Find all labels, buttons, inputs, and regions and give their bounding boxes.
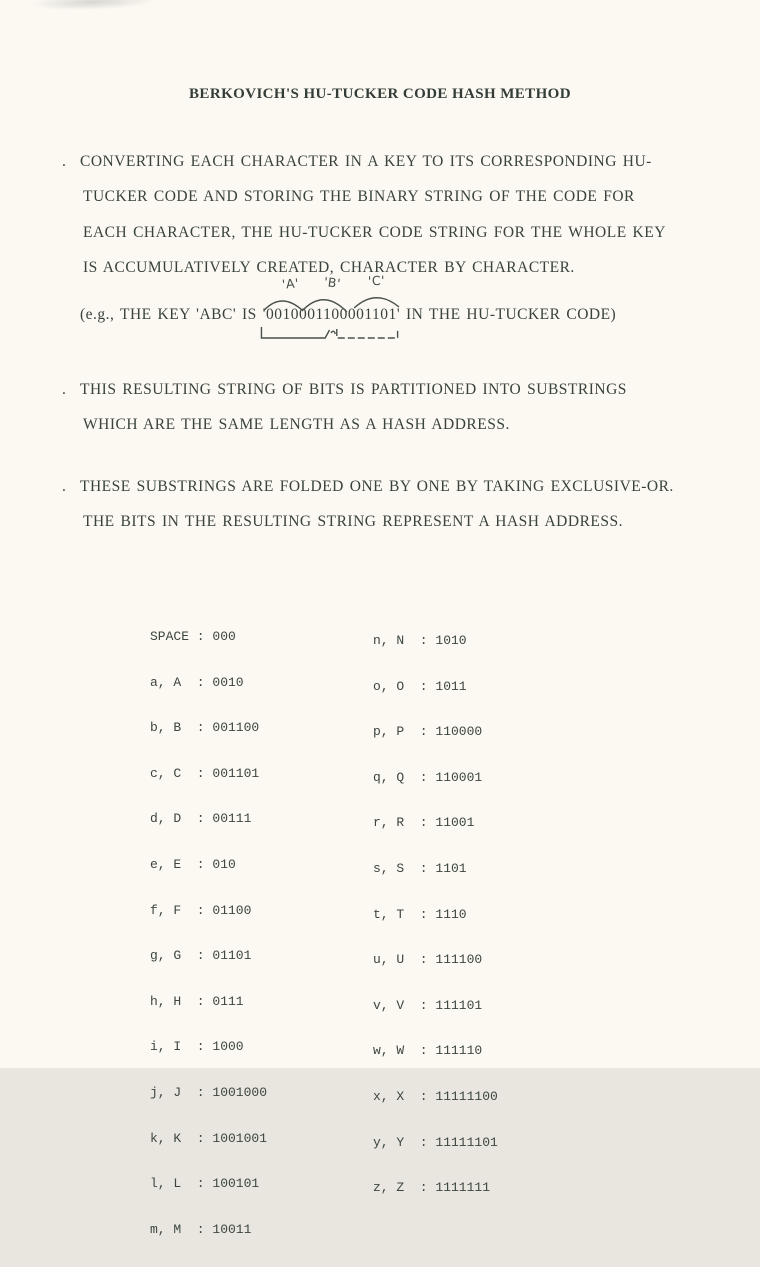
table-row bbox=[150, 675, 267, 691]
code-value: 110001 bbox=[435, 769, 483, 785]
colon-separator: : bbox=[196, 629, 213, 644]
colon-separator: : bbox=[196, 1176, 213, 1192]
colon-separator: : bbox=[419, 678, 436, 694]
bullet-marker: . bbox=[62, 381, 67, 398]
paragraph-line: IS ACCUMULATIVELY CREATED, CHARACTER BY CHARACTER. bbox=[83, 259, 575, 277]
colon-separator: : bbox=[419, 997, 436, 1013]
colon-separator: : bbox=[419, 1134, 436, 1150]
table-row bbox=[150, 994, 267, 1010]
paragraph-line: THE BITS IN THE RESULTING STRING REPRESENT A HASH ADDRESS. bbox=[83, 513, 623, 531]
colon-separator: : bbox=[419, 952, 436, 968]
colon-separator: : bbox=[419, 1043, 436, 1059]
table-row bbox=[373, 861, 498, 877]
paragraph-line bbox=[62, 469, 732, 504]
code-value: 000 bbox=[212, 629, 236, 644]
scan-smudge bbox=[28, 0, 158, 12]
code-value: 10011 bbox=[212, 1221, 252, 1237]
char-label: q, Q bbox=[373, 769, 405, 785]
colon-separator: : bbox=[419, 860, 436, 876]
paragraph-text: CONVERTING EACH CHARACTER IN A KEY TO ITS CORRESPONDING HU- bbox=[80, 153, 652, 170]
char-label: h, H bbox=[150, 993, 182, 1009]
code-value: 110000 bbox=[435, 724, 483, 740]
code-value: 11111101 bbox=[435, 1134, 498, 1150]
handwritten-label-c: 'C' bbox=[367, 272, 386, 289]
page-title: BERKOVICH'S HU-TUCKER CODE HASH METHOD bbox=[189, 86, 571, 102]
table-row bbox=[150, 903, 267, 919]
code-value: 100101 bbox=[212, 1176, 260, 1192]
code-value: 111101 bbox=[435, 997, 483, 1013]
underbrace-substring-2 bbox=[337, 329, 398, 338]
colon-separator: : bbox=[196, 902, 213, 918]
table-row bbox=[150, 811, 267, 827]
char-label: m, M bbox=[150, 1221, 182, 1237]
paragraph-line: TUCKER CODE AND STORING THE BINARY STRING OF THE CODE FOR bbox=[83, 188, 635, 206]
bullet-paragraph-2 bbox=[62, 372, 732, 443]
table-row bbox=[150, 766, 267, 782]
handwritten-label-b: 'B' bbox=[322, 274, 342, 291]
code-value: 0111 bbox=[212, 993, 244, 1009]
char-label: s, S bbox=[373, 860, 405, 876]
char-label: j, J bbox=[150, 1084, 182, 1100]
code-value: 001101 bbox=[212, 765, 260, 781]
colon-separator: : bbox=[196, 720, 213, 736]
char-label: y, Y bbox=[373, 1134, 405, 1150]
code-value: 1111111 bbox=[435, 1180, 491, 1196]
colon-separator: : bbox=[419, 906, 436, 922]
colon-separator: : bbox=[419, 724, 436, 740]
paragraph-line bbox=[62, 372, 732, 407]
char-label: z, Z bbox=[373, 1180, 405, 1196]
colon-separator: : bbox=[196, 811, 213, 827]
table-row bbox=[150, 948, 267, 964]
char-label: SPACE bbox=[150, 629, 190, 644]
table-row bbox=[373, 998, 498, 1014]
char-label: l, L bbox=[150, 1176, 182, 1192]
binary-string: 0010001100001101 bbox=[265, 306, 397, 323]
paragraph-line: WHICH ARE THE SAME LENGTH AS A HASH ADDRESS. bbox=[83, 416, 510, 434]
colon-separator: : bbox=[419, 1180, 436, 1196]
code-table-left-column bbox=[150, 599, 267, 1267]
char-label: c, C bbox=[150, 765, 182, 781]
example-suffix: ' IN THE HU-TUCKER CODE) bbox=[396, 306, 617, 323]
paragraph-line bbox=[62, 144, 732, 179]
colon-separator: : bbox=[196, 948, 213, 964]
char-label: t, T bbox=[373, 906, 405, 922]
paragraph-text: THESE SUBSTRINGS ARE FOLDED ONE BY ONE BY TAKING EXCLUSIVE-OR. bbox=[80, 478, 674, 495]
char-label: n, N bbox=[373, 633, 405, 648]
code-value: 1000 bbox=[212, 1039, 244, 1055]
colon-separator: : bbox=[196, 856, 213, 872]
table-row bbox=[373, 770, 498, 786]
handwritten-label-a: 'A' bbox=[281, 275, 300, 292]
table-row bbox=[373, 815, 498, 831]
table-row bbox=[150, 720, 267, 736]
paragraph-line: EACH CHARACTER, THE HU-TUCKER CODE STRING FOR THE WHOLE KEY bbox=[83, 223, 666, 241]
char-label: o, O bbox=[373, 678, 405, 694]
code-value: 00111 bbox=[212, 811, 252, 827]
code-value: 11111100 bbox=[435, 1088, 498, 1104]
table-row bbox=[373, 907, 498, 923]
code-value: 010 bbox=[212, 856, 236, 872]
char-label: d, D bbox=[150, 811, 182, 827]
colon-separator: : bbox=[196, 993, 213, 1009]
char-label: b, B bbox=[150, 720, 182, 736]
bullet-paragraph-3 bbox=[62, 469, 732, 540]
code-value: 111100 bbox=[435, 952, 483, 968]
char-label: x, X bbox=[373, 1088, 405, 1104]
bullet-marker: . bbox=[62, 478, 67, 495]
table-row bbox=[150, 629, 267, 645]
code-value: 1101 bbox=[435, 860, 467, 876]
code-value: 111110 bbox=[435, 1043, 483, 1059]
colon-separator: : bbox=[419, 769, 436, 785]
table-row bbox=[373, 1089, 498, 1105]
example-prefix: (e.g., THE KEY 'ABC' IS ' bbox=[80, 306, 266, 323]
code-value: 01101 bbox=[212, 948, 252, 964]
table-row bbox=[373, 1135, 498, 1151]
table-row bbox=[373, 724, 498, 740]
colon-separator: : bbox=[419, 633, 436, 648]
colon-separator: : bbox=[196, 1221, 213, 1237]
code-value: 01100 bbox=[212, 902, 252, 918]
underbrace-substring-1 bbox=[261, 327, 329, 338]
code-value: 1010 bbox=[435, 633, 467, 648]
colon-separator: : bbox=[196, 765, 213, 781]
code-value: 001100 bbox=[212, 720, 260, 736]
char-label: u, U bbox=[373, 952, 405, 968]
code-value: 1001000 bbox=[212, 1084, 268, 1100]
example-line bbox=[80, 272, 617, 324]
table-row bbox=[150, 1085, 267, 1101]
bullet-paragraph-1 bbox=[62, 144, 732, 286]
underbrace-joint-mark bbox=[331, 331, 335, 334]
code-value: 1001001 bbox=[212, 1130, 268, 1146]
char-label: e, E bbox=[150, 856, 182, 872]
colon-separator: : bbox=[196, 1130, 213, 1146]
code-table-right-column bbox=[373, 603, 498, 1226]
char-label: v, V bbox=[373, 997, 405, 1013]
table-row bbox=[373, 679, 498, 695]
table-row bbox=[150, 1222, 267, 1238]
code-value: 1110 bbox=[435, 906, 467, 922]
char-label: w, W bbox=[373, 1043, 405, 1059]
char-label: g, G bbox=[150, 948, 182, 964]
char-label: r, R bbox=[373, 815, 405, 831]
colon-separator: : bbox=[419, 815, 436, 831]
table-row bbox=[373, 633, 498, 649]
colon-separator: : bbox=[196, 1084, 213, 1100]
code-value: 0010 bbox=[212, 674, 244, 690]
code-value: 1011 bbox=[435, 678, 467, 694]
char-label: p, P bbox=[373, 724, 405, 740]
table-row bbox=[373, 1180, 498, 1196]
char-label: i, I bbox=[150, 1039, 182, 1055]
table-row bbox=[373, 1043, 498, 1059]
colon-separator: : bbox=[196, 1039, 213, 1055]
colon-separator: : bbox=[419, 1088, 436, 1104]
table-row bbox=[373, 952, 498, 968]
char-label: k, K bbox=[150, 1130, 182, 1146]
table-row bbox=[150, 857, 267, 873]
table-row bbox=[150, 1039, 267, 1055]
char-label: a, A bbox=[150, 674, 182, 690]
binary-string-wrap bbox=[265, 272, 397, 324]
char-label: f, F bbox=[150, 902, 182, 918]
bullet-marker: . bbox=[62, 153, 67, 170]
table-row bbox=[150, 1176, 267, 1192]
code-value: 11001 bbox=[435, 815, 475, 831]
paragraph-text: THIS RESULTING STRING OF BITS IS PARTITIONED INTO SUBSTRINGS bbox=[80, 381, 627, 398]
table-row bbox=[150, 1131, 267, 1147]
colon-separator: : bbox=[196, 674, 213, 690]
